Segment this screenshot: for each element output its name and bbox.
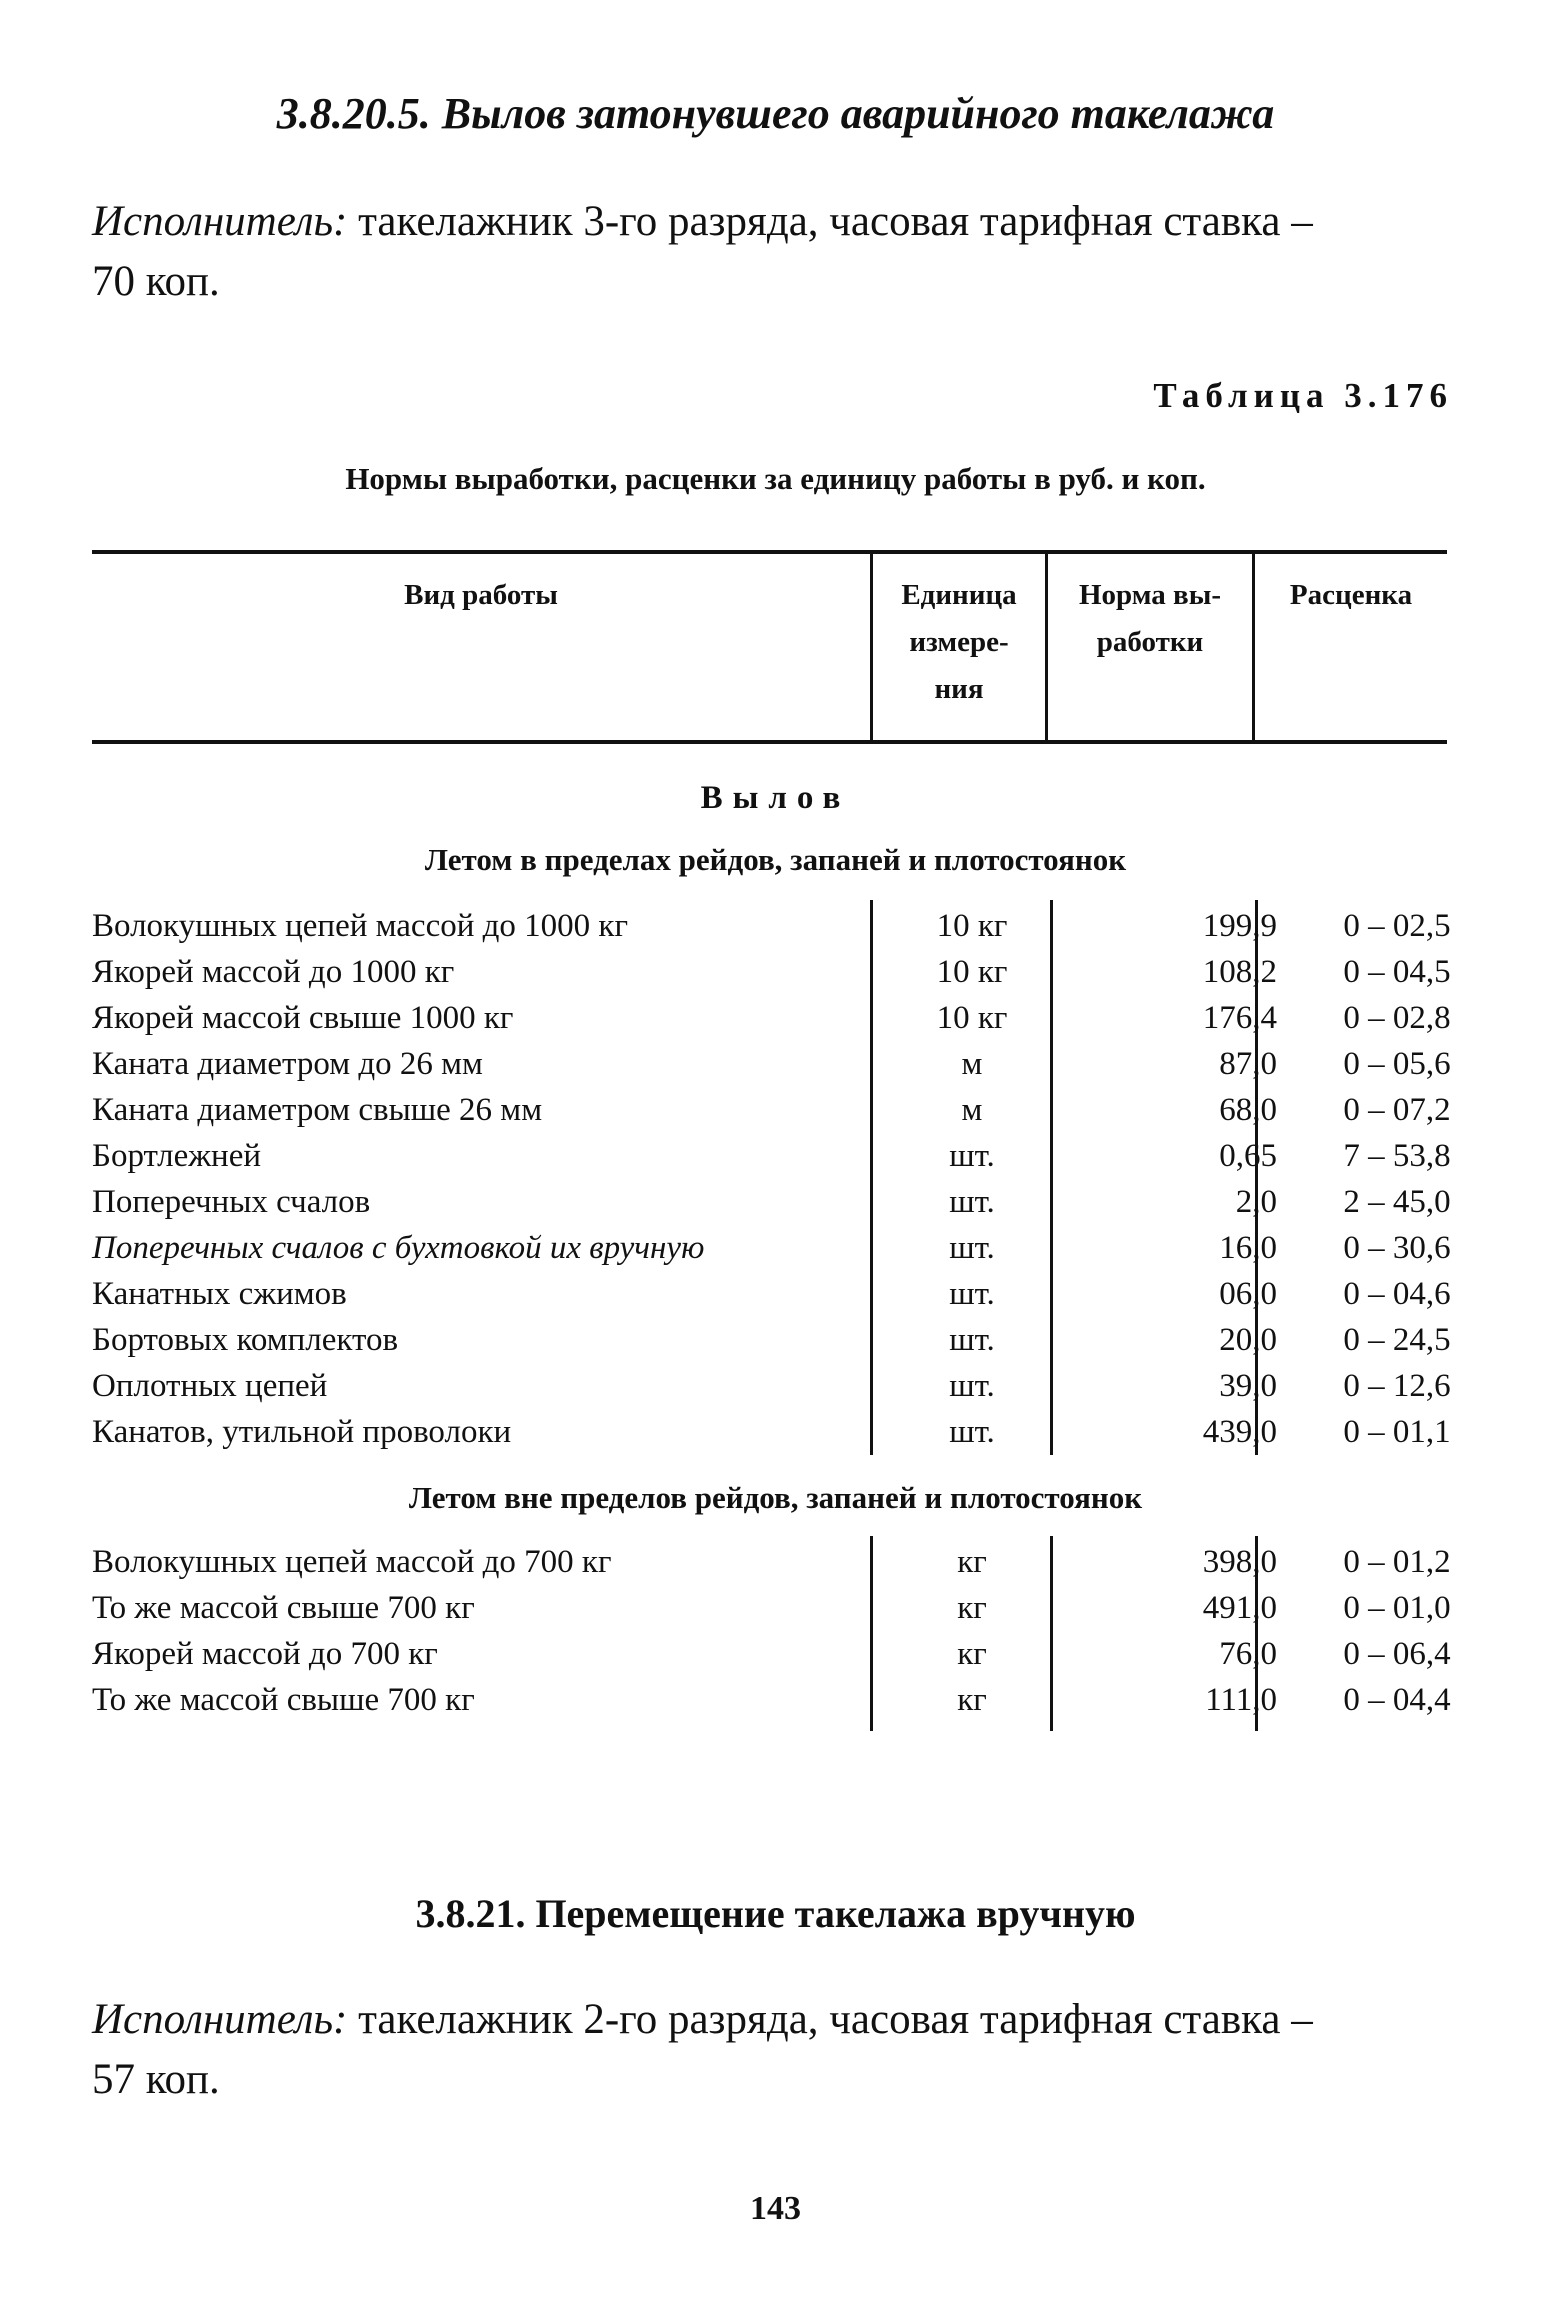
table-row: Бортлежней шт. 0,65 7 – 53,8	[92, 1138, 1451, 1174]
section-subtitle: 3.8.20.5. Вылов затонувшего аварийного такелажа	[276, 89, 1275, 138]
table-row: Поперечных счалов шт. 2,0 2 – 45,0	[92, 1184, 1451, 1220]
page-number: 143	[750, 2190, 801, 2227]
group-title: Летом вне пределов рейдов, запаней и плотостоянок	[408, 1480, 1143, 1515]
table-row: То же массой свыше 700 кг кг 491,0 0 – 01,0	[92, 1590, 1451, 1626]
performer-text: такелажник 3-го разряда, часовая тарифная ставка –	[347, 198, 1313, 245]
table-row: Бортовых комплектов шт. 20,0 0 – 24,5	[92, 1322, 1451, 1358]
header-work-type: Вид работы	[404, 579, 558, 611]
performer-text: такелажник 2-го разряда, часовая тарифная ставка –	[347, 1996, 1313, 2043]
performer-label: Исполнитель:	[92, 1996, 348, 2043]
table-section-title: Вылов	[700, 780, 851, 816]
table-top-rule	[92, 550, 1447, 554]
performer-label: Исполнитель:	[92, 198, 348, 245]
table-row: Канатов, утильной проволоки шт. 439,0 0 – 01,1	[92, 1414, 1451, 1450]
table-header-rule	[92, 740, 1447, 744]
table-title: Нормы выработки, расценки за единицу работы в руб. и коп.	[345, 461, 1206, 496]
table-number: Таблица 3.176	[1153, 376, 1453, 415]
header-unit: Единица измере- ния	[901, 579, 1017, 705]
performer-paragraph-2	[92, 1990, 1452, 2110]
table-row: Якорей массой до 700 кг кг 76,0 0 – 06,4	[92, 1636, 1451, 1672]
table-row: Волокушных цепей массой до 1000 кг 10 кг 199,9 0 – 02,5	[92, 908, 1451, 944]
table-row: Волокушных цепей массой до 700 кг кг 398,0 0 – 01,2	[92, 1544, 1451, 1580]
header-rate: Расценка	[1289, 579, 1413, 611]
table-row: Каната диаметром до 26 мм м 87,0 0 – 05,6	[92, 1046, 1451, 1082]
table-row: То же массой свыше 700 кг кг 111,0 0 – 04,4	[92, 1682, 1451, 1718]
table-row: Оплотных цепей шт. 39,0 0 – 12,6	[92, 1368, 1451, 1404]
table-row: Поперечных счалов с бухтовкой их вручную шт. 16,0 0 – 30,6	[92, 1230, 1451, 1266]
performer-rate: 70 коп.	[92, 258, 220, 305]
table-row: Якорей массой до 1000 кг 10 кг 108,2 0 – 04,5	[92, 954, 1451, 990]
performer-paragraph-1	[92, 192, 1452, 312]
table-row: Канатных сжимов шт. 06,0 0 – 04,6	[92, 1276, 1451, 1312]
table-row: Каната диаметром свыше 26 мм м 68,0 0 – 07,2	[92, 1092, 1451, 1128]
table-row: Якорей массой свыше 1000 кг 10 кг 176,4 0 – 02,8	[92, 1000, 1451, 1036]
header-norm: Норма вы- работки	[1078, 579, 1221, 658]
performer-rate: 57 коп.	[92, 2056, 220, 2103]
section-heading: 3.8.21. Перемещение такелажа вручную	[415, 1891, 1136, 1936]
group-title: Летом в пределах рейдов, запаней и плотостоянок	[424, 842, 1127, 877]
